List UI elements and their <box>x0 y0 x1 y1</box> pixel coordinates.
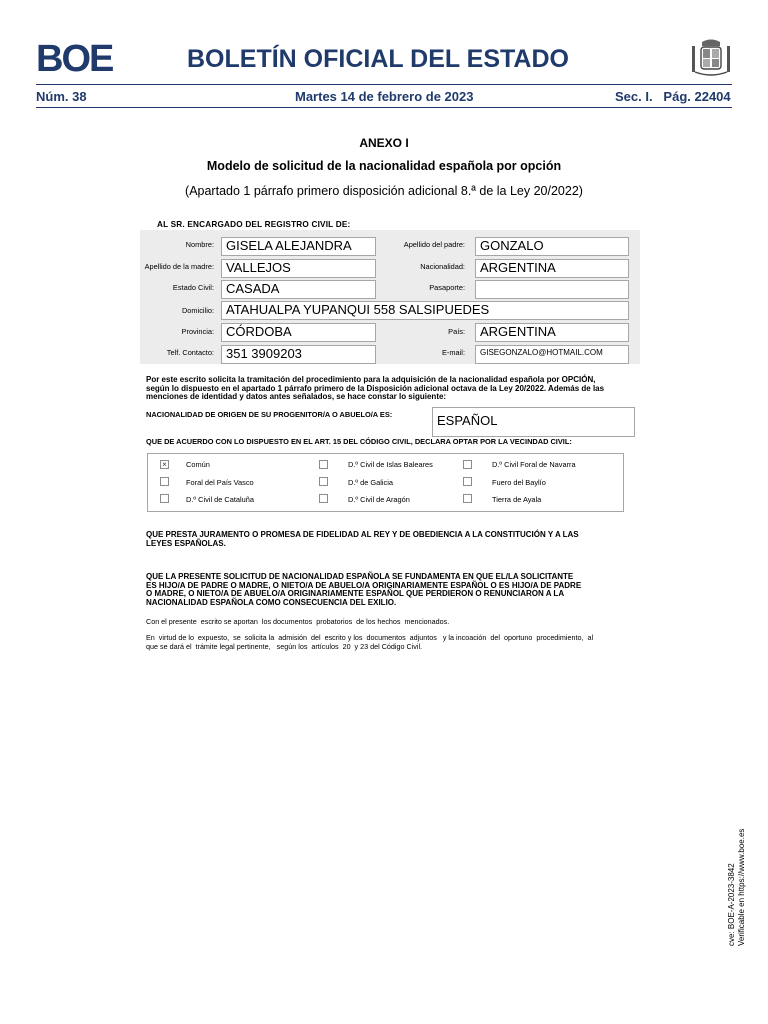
apellido-madre-field[interactable]: VALLEJOS <box>221 259 376 278</box>
option-label: Común <box>186 460 210 469</box>
pais-field[interactable]: ARGENTINA <box>475 323 629 342</box>
apellido-padre-label: Apellido del padre: <box>403 240 465 249</box>
documents-statement: Con el presente escrito se aportan los documentos probatorios de los hechos mencionados. <box>146 617 450 626</box>
option-checkbox[interactable] <box>160 477 169 486</box>
option-label: D.º de Galicia <box>348 478 394 487</box>
basis-line: NACIONALIDAD ESPAÑOLA COMO CONSECUENCIA DEL EXILIO. <box>146 597 397 607</box>
estado-civil-field[interactable]: CASADA <box>221 280 376 299</box>
origin-nationality-field[interactable]: ESPAÑOL <box>432 407 635 437</box>
issue-date: Martes 14 de febrero de 2023 <box>295 89 474 104</box>
email-label: E-mail: <box>442 348 465 357</box>
option-checkbox[interactable] <box>463 460 472 469</box>
nacionalidad-label: Nacionalidad: <box>420 262 465 271</box>
verification-note <box>727 806 747 946</box>
oath-line: QUE PRESTA JURAMENTO O PROMESA DE FIDELIDAD AL REY Y DE OBEDIENCIA A LA CONSTITUCIÓN Y A LAS <box>146 530 579 539</box>
option-label: D.º Civil de Cataluña <box>186 495 255 504</box>
email-field[interactable]: GISEGONZALO@HOTMAIL.COM <box>475 345 629 364</box>
page-title: BOLETÍN OFICIAL DEL ESTADO <box>187 45 569 73</box>
option-checkbox[interactable] <box>319 460 328 469</box>
apellido-padre-field[interactable]: GONZALO <box>475 237 629 256</box>
closing-line: En virtud de lo expuesto, se solicita la admisión del escrito y los documentos adjuntos y la incoación del oportuno procedimiento, al <box>146 633 594 642</box>
annex-subtitle: (Apartado 1 párrafo primero disposición adicional 8.ª de la Ley 20/2022) <box>185 184 583 198</box>
header-rule-bottom <box>36 107 732 108</box>
addressee: AL SR. ENCARGADO DEL REGISTRO CIVIL DE: <box>157 220 351 229</box>
pais-label: País: <box>448 327 465 336</box>
annex-title: Modelo de solicitud de la nacionalidad española por opción <box>206 159 562 173</box>
request-line: Por este escrito solicita la tramitación del procedimiento para la adquisición de la nacionalidad española por OPCIÓN, <box>146 375 596 384</box>
boe-logo: BOE <box>36 38 113 80</box>
provincia-field[interactable]: CÓRDOBA <box>221 323 376 342</box>
vecindad-label: QUE DE ACUERDO CON LO DISPUESTO EN EL ART. 15 DEL CÓDIGO CIVIL, DECLARA OPTAR POR LA VECINDAD CIVIL: <box>146 437 572 446</box>
option-checkbox[interactable] <box>463 494 472 503</box>
option-label: D.º Civil Foral de Navarra <box>492 460 576 469</box>
basis-paragraph <box>146 573 634 607</box>
request-line: menciones de identidad y datos antes señalados, se hace constar lo siguiente: <box>146 392 447 402</box>
nombre-field[interactable]: GISELA ALEJANDRA <box>221 237 376 256</box>
option-checkbox[interactable]: × <box>160 460 169 469</box>
oath-paragraph <box>146 531 634 548</box>
domicilio-field[interactable]: ATAHUALPA YUPANQUI 558 SALSIPUEDES <box>221 301 629 320</box>
telefono-label: Telf. Contacto: <box>166 348 214 357</box>
coat-of-arms-icon <box>690 38 732 78</box>
header-rule-top <box>36 84 732 85</box>
origin-nationality-label: NACIONALIDAD DE ORIGEN DE SU PROGENITOR/A O ABUELO/A ES: <box>146 410 393 419</box>
nombre-label: Nombre: <box>185 240 214 249</box>
option-label: Fuero del Baylío <box>492 478 546 487</box>
issue-number: Núm. 38 <box>36 89 87 104</box>
option-label: D.º Civil de Islas Baleares <box>348 460 433 469</box>
basis-line: O MADRE, O NIETO/A DE ABUELO/A ORIGINARIAMENTE ESPAÑOL QUE PERDIERON O RENUNCIARON A LA <box>146 589 565 599</box>
provincia-label: Provincia: <box>181 327 214 336</box>
closing-paragraph <box>146 633 622 651</box>
domicilio-label: Domicilio: <box>181 306 214 315</box>
oath-line: LEYES ESPAÑOLAS. <box>146 538 226 548</box>
apellido-madre-label: Apellido de la madre: <box>144 262 214 271</box>
option-checkbox[interactable] <box>463 477 472 486</box>
nacionalidad-field[interactable]: ARGENTINA <box>475 259 629 278</box>
option-checkbox[interactable] <box>319 494 328 503</box>
closing-line: que se dará el trámite legal pertinente, según los artículos 20 y 23 del Código Civil. <box>146 642 423 651</box>
annex-label: ANEXO I <box>359 136 409 150</box>
section-page: Sec. I. Pág. 22404 <box>615 89 731 104</box>
telefono-field[interactable]: 351 3909203 <box>221 345 376 364</box>
basis-line: QUE LA PRESENTE SOLICITUD DE NACIONALIDAD ESPAÑOLA SE FUNDAMENTA EN QUE EL/LA SOLICITANTE <box>146 572 574 581</box>
option-checkbox[interactable] <box>319 477 328 486</box>
cve-code: cve: BOE-A-2023-3842 <box>727 863 736 946</box>
pasaporte-label: Pasaporte: <box>429 283 465 292</box>
request-line: según lo dispuesto en el apartado 1 párrafo primero de la Disposición adicional octava de la Ley 20/2022. Además de las <box>146 383 605 393</box>
option-label: Foral del País Vasco <box>186 478 254 487</box>
request-paragraph <box>146 376 634 402</box>
estado-civil-label: Estado Civil: <box>172 283 214 292</box>
verify-url[interactable]: Verificable en https://www.boe.es <box>737 828 746 946</box>
pasaporte-field[interactable] <box>475 280 629 299</box>
option-label: D.º Civil de Aragón <box>348 495 410 504</box>
option-label: Tierra de Ayala <box>492 495 542 504</box>
basis-line: ES HIJO/A DE PADRE O MADRE, O NIETO/A DE ABUELO/A ORIGINARIAMENTE ESPAÑOL O ES HIJO/A DE PADRE <box>146 580 582 590</box>
option-checkbox[interactable] <box>160 494 169 503</box>
